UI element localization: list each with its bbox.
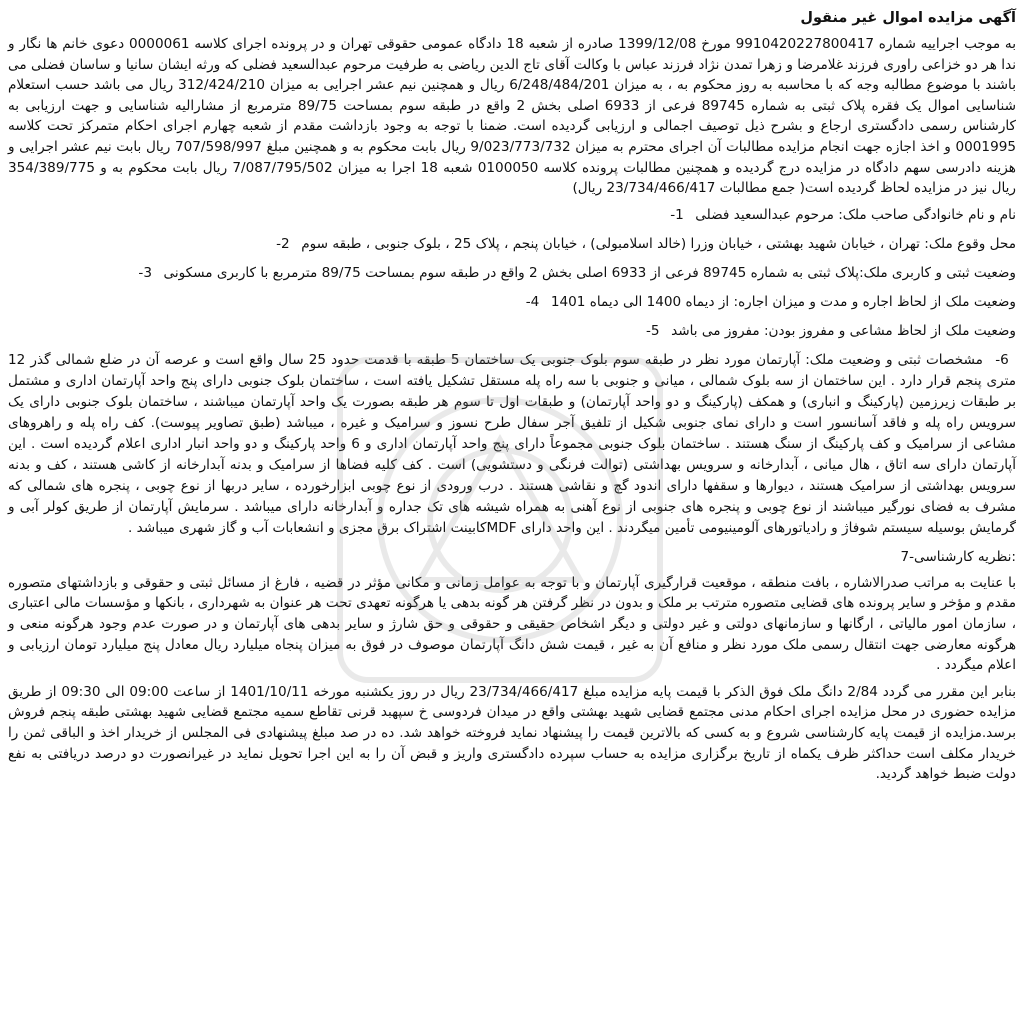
intro-paragraph: به موجب اجراییه شماره 9910420227800417 مورخ 1399/12/08 صادره از شعبه 18 دادگاه عمومی حقوقی تهران و در پرونده اجرای کلاسه 0000061 دعوی خانم ها نگار و ندا هر دو خزاعی راوری فرزند غلامرضا و زهرا تمدن نژاد فرزند عباس با وکالت آقای تاج الدین ریاضی به طرفیت مرحوم عبدالسعید فضلی که ورثه ایشان سانیا و ساسان فضلی می باشند با موضوع مطالبه وجه که با محاسبه به روز محکوم به ، به میزان 6/248/484/201 ریال و همچنین نیم عشر اجرایی به میزان 312/424/210 ریال می باشد حسب استعلام شناسایی اموال یک فقره پلاک ثبتی به شماره 89745 فرعی از 6933 اصلی بخش 2 واقع در طبقه سوم بمساحت 89/75 مترمربع از مشارالیه شناسایی و جهت ارزیابی به کارشناس رسمی دادگستری ارجاع و بشرح ذیل توصیف اجمالی و ارزیابی گردیده است. ضمنا با توجه به وجود بازداشت مقدم از شعبه چهارم اجرای احکام متمرکز تحت کلاسه 0001995 و اخذ اجازه جهت انجام مزایده مطالبات آن اجرای محترم به میزان 9/023/773/732 ریال بابت محکوم به و همچنین مبلغ 707/598/997 ریال بابت نیم عشر اجرایی و هزینه دادرسی سهم دادگاه در مزایده درج گردیده و همچنین مطالبات پرونده کلاسه 0100050 شعبه 18 اجرا به میزان 7/087/795/502 ریال بابت محکوم به و 354/389/775 ریال نیز در مزایده لحاظ گردیده است( جمع مطالبات 23/734/466/417 ریال)	[8, 36, 1017, 197]
item-text: مشخصات ثبتی و وضعیت ملک: آپارتمان مورد نظر در طبقه سوم بلوک جنوبی یک ساختمان 5 طبقه با قدمت حدود 25 سال واقع است و عرصه آن در ضلع شمالی گذر 12 متری پنجم قرار دارد . این ساختمان از سه بلوک شمالی ، میانی و جنوبی با سه راه پله مستقل تشکیل یافته است ، ساختمان بلوک جنوبی دارای پنج واحد آپارتمان اداری و مشتمل بر طبقات زیرزمین (پارکینگ و انباری) و همکف (پارکینگ و دو واحد آپارتمان) و طبقات اول تا سوم هر طبقه بصورت یک واحد آپارتمان میباشند ، ساختمان بلوک جنوبی دارای یک سرویس راه پله و فاقد آسانسور است و دارای نمای جنوبی شکیل از تلفیق آجر سفال طرح نسوز و سرامیک و غیره ، میباشد (طبق تصاویر پیوست). کف راه پله و راهروهای مشاعی از سرامیک و کف پارکینگ از سنگ هستند . ساختمان بلوک جنوبی مجموعاً دارای پنج واحد آپارتمان اداری و 6 واحد پارکینگ و دو واحد انبار اداری اعلام گردیده است . این آپارتمان دارای سه اتاق ، هال میانی ، آبدارخانه و سرویس بهداشتی (توالت فرنگی و دستشویی) است . کف کلیه فضاها از سرامیک و بدنه آبدارخانه از کاشی هستند ، کف و بدنه سرویس بهداشتی از سرامیک هستند ، دیوارها و سقفها دارای اندود گچ و نقاشی هستند . درب ورودی از نوع چوبی ابزارخورده ، سایر دربها از نوع چوبی ، پنجره های شمالی که مشرف به فضای نورگیر میباشند از نوع چوبی و پنجره های جنوبی از نوع آهنی به همراه شیشه های تک جداره و آبدارخانه دارای میباشد . سرمایش آپارتمان از طریق کولر آبی و گرمایش بوسیله سیستم شوفاژ و رادیاتورهای آلومینیومی تأمین میگردند . این واحد دارای MDFکابینت اشتراک برق مجزی و انشعابات آب و گاز شهری میباشد .	[8, 351, 1016, 536]
notice-title: آگهی مزایده اموال غیر منقول	[800, 10, 1016, 26]
item-text: وضعیت ملک از لحاظ اجاره و مدت و میزان اجاره: از دیماه 1400 الی دیماه 1401	[550, 293, 1016, 310]
item-text: وضعیت ملک از لحاظ مشاعی و مفروز بودن: مفروز می باشد	[671, 322, 1016, 339]
item-text: وضعیت ثبتی و کاربری ملک:پلاک ثبتی به شماره 89745 فرعی از 6933 اصلی بخش 2 واقع در طبقه سوم بمساحت 89/75 مترمربع با کاربری مسکونی	[163, 264, 1016, 281]
list-item-registration	[8, 263, 1016, 284]
item-text: نام و نام خانوادگی صاحب ملک: مرحوم عبدالسعید فضلی	[695, 206, 1016, 223]
item-number: 6-	[995, 351, 1009, 368]
list-item-description	[8, 350, 1016, 539]
item-text: محل وقوع ملک: تهران ، خیابان شهید بهشتی ، خیابان وزرا (خالد اسلامبولی) ، خیابان پنجم ، پلاک 25 ، بلوک جنوبی ، طبقه سوم	[301, 235, 1016, 252]
list-item-owner	[8, 205, 1016, 226]
list-item-location	[8, 234, 1016, 255]
item-number: 4-	[525, 293, 540, 310]
expert-opinion-heading: :نظریه کارشناسی-7	[900, 548, 1016, 565]
expert-opinion-paragraph: با عنایت به مراتب صدرالاشاره ، بافت منطقه ، موقعیت قرارگیری آپارتمان و با توجه به عوامل زمانی و مکانی مؤثر در قضیه ، فارغ از مسائل ثبتی و حقوقی و بازداشتهای متصوره مقدم و مؤخر و سایر پرونده های قضایی متصوره مترتب بر ملک و بدون در نظر گرفتن هر گونه بدهی یا هرگونه تعهدی تحت هر عنوان به شهرداری ، بانکها و مؤسسات مالی اعتباری ، سازمان امور مالیاتی ، ارگانها و سازمانهای دولتی و غیر دولتی و دیگر اشخاص حقیقی و حقوقی و حق شارژ و سایر بدهی های آپارتمان و در صورت عدم وجود هرگونه منعی و هرگونه معارضی جهت انتقال رسمی ملک مورد نظر و منافع آن به غیر ، قیمت شش دانگ آپارتمان موصوف در فوق به میزان پنجاه میلیارد ریال معادل پنج میلیارد تومان ارزیابی و اعلام میگردد .	[8, 574, 1016, 674]
item-number: 2-	[276, 235, 290, 252]
list-item-lease	[8, 292, 1016, 313]
item-number: 3-	[138, 264, 152, 281]
item-number: 5-	[646, 322, 660, 339]
closing-paragraph: بنابر این مقرر می گردد 2/84 دانگ ملک فوق الذکر با قیمت پایه مزایده مبلغ 23/734/466/417 ریال در روز یکشنبه مورخه 1401/10/11 از ساعت 09:00 الی 09:30 از طریق مزایده حضوری در محل مزایده اجرای احکام مدنی مجتمع قضایی شهید بهشتی واقع در میدان فردوسی خ سپهبد قرنی تقاطع سمیه مجتمع قضایی شهید بهشتی طبقه پنجم فروش برسد.مزایده از قیمت پایه کارشناسی شروع و به کسی که بالاترین قیمت را پیشنهاد نماید فروخته خواهد شد. ده در صد مبلغ پیشنهادی فی المجلس از خریدار اخذ و الباقی ثمن را خریدار مکلف است حداکثر ظرف یکماه از تاریخ برگزاری مزایده به حساب سپرده دادگستری واریز و قبض آن را به این اجرا تحویل نماید در غیرانصورت دو درصد دریافتی به نفع دولت ضبط خواهد گردید.	[8, 683, 1016, 783]
list-item-ownership	[8, 321, 1016, 342]
item-number: 1-	[670, 206, 684, 223]
